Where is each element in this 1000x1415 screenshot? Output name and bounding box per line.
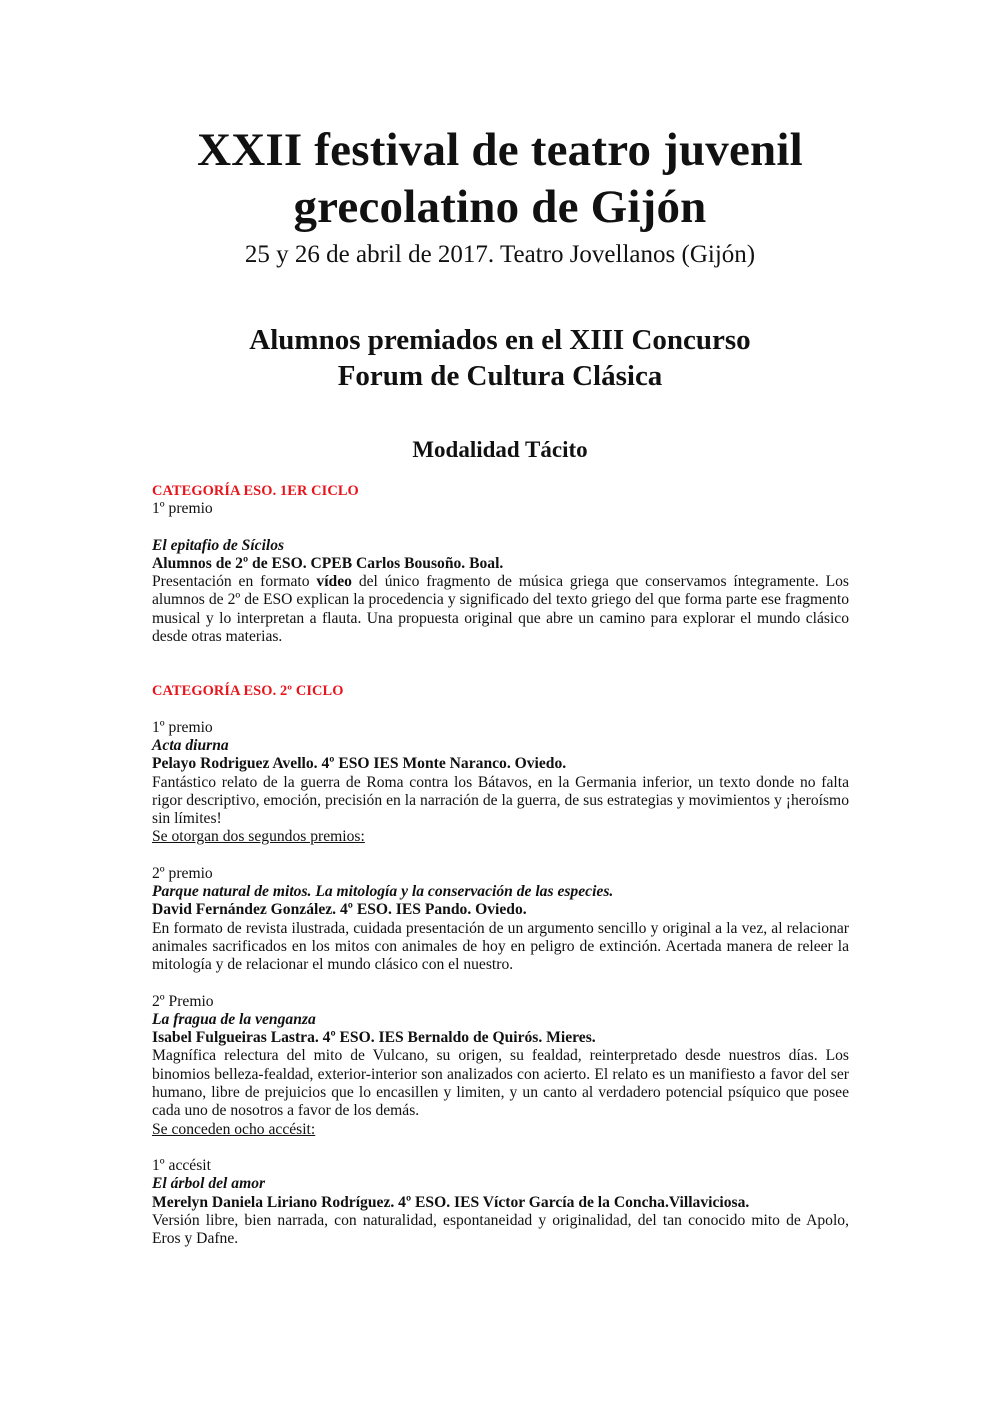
work-title: El árbol del amor xyxy=(152,1175,266,1193)
festival-subtitle: 25 y 26 de abril de 2017. Teatro Jovellanos (Gijón) xyxy=(244,241,756,268)
prize-label: 2º Premio xyxy=(152,992,214,1010)
work-authors: Merelyn Daniela Liriano Rodríguez. 4º ESO. IES Víctor García de la Concha.Villaviciosa. xyxy=(152,1193,750,1211)
work-description: Versión libre, bien narrada, con naturalidad, espontaneidad y originalidad, del tan conocido mito de Apolo, Eros y Dafne. xyxy=(152,1211,849,1248)
festival-title xyxy=(100,122,900,236)
modality-heading: Modalidad Tácito xyxy=(412,437,588,462)
prize-note: Se otorgan dos segundos premios: xyxy=(152,828,365,846)
work-authors: Pelayo Rodriguez Avello. 4º ESO IES Monte Naranco. Oviedo. xyxy=(152,755,567,773)
festival-title-line-1: XXII festival de teatro juvenil xyxy=(197,124,803,176)
awards-heading xyxy=(100,322,900,394)
work-title: Parque natural de mitos. La mitología y la conservación de las especies. xyxy=(152,883,614,901)
awards-heading-line-1: Alumnos premiados en el XIII Concurso xyxy=(249,324,751,356)
desc-part: del único fragmento de música griega que conservamos íntegramente. Los alumnos de 2º de ESO explican la procedencia y significado del texto griego del que forma parte ese fragmento musical y lo interpretan a flauta. Una propuesta original que abre un camino para explorar el mundo clásico desde otras materias. xyxy=(152,573,849,646)
work-title: Acta diurna xyxy=(152,736,229,754)
category-heading-eso-1: CATEGORÍA ESO. 1ER CICLO xyxy=(152,483,359,499)
work-authors: David Fernández González. 4º ESO. IES Pando. Oviedo. xyxy=(152,901,527,919)
prize-label: 2º premio xyxy=(152,864,213,882)
desc-part: Presentación en formato xyxy=(152,573,317,591)
awards-body xyxy=(152,482,849,1248)
prize-note: Se conceden ocho accésit: xyxy=(152,1120,316,1138)
work-description: En formato de revista ilustrada, cuidada presentación de un argumento sencillo y original a la vez, al relacionar animales sacrificados en los mitos con animales de hoy en peligro de extinción. Acertada manera de releer la mitología y de relacionar el mundo clásico con el nuestro. xyxy=(152,919,849,974)
work-authors: Alumnos de 2º de ESO. CPEB Carlos Bousoño. Boal. xyxy=(152,554,504,572)
work-description: Magnífica relectura del mito de Vulcano, su origen, su fealdad, reinterpretado desde nuestros días. Los binomios belleza-fealdad, exterior-interior son analizados con acierto. El relato es un manifiesto a favor del ser humano, libre de prejuicios que lo encasillen y limiten, y un canto al verdadero potencial psíquico que posee cada uno de nosotros a favor de los demás. xyxy=(152,1047,849,1120)
prize-label: 1º premio xyxy=(152,500,213,518)
work-authors: Isabel Fulgueiras Lastra. 4º ESO. IES Bernaldo de Quirós. Mieres. xyxy=(152,1029,596,1047)
category-heading-eso-2: CATEGORÍA ESO. 2º CICLO xyxy=(152,683,344,700)
desc-bold: vídeo xyxy=(316,573,352,591)
work-description xyxy=(152,573,849,646)
prize-label: 1º premio xyxy=(152,718,213,736)
prize-label: 1º accésit xyxy=(152,1156,211,1174)
work-description: Fantástico relato de la guerra de Roma contra los Bátavos, en la Germania inferior, un texto donde no falta rigor descriptivo, emoción, precisión en la narración de la guerra, de sus estrategias y movimientos y ¡heroísmo sin límites! xyxy=(152,773,849,828)
awards-heading-line-2: Forum de Cultura Clásica xyxy=(337,360,663,392)
work-title: La fragua de la venganza xyxy=(152,1010,316,1028)
festival-title-line-2: grecolatino de Gijón xyxy=(293,181,707,233)
work-title: El epitafio de Sícilos xyxy=(152,536,285,554)
